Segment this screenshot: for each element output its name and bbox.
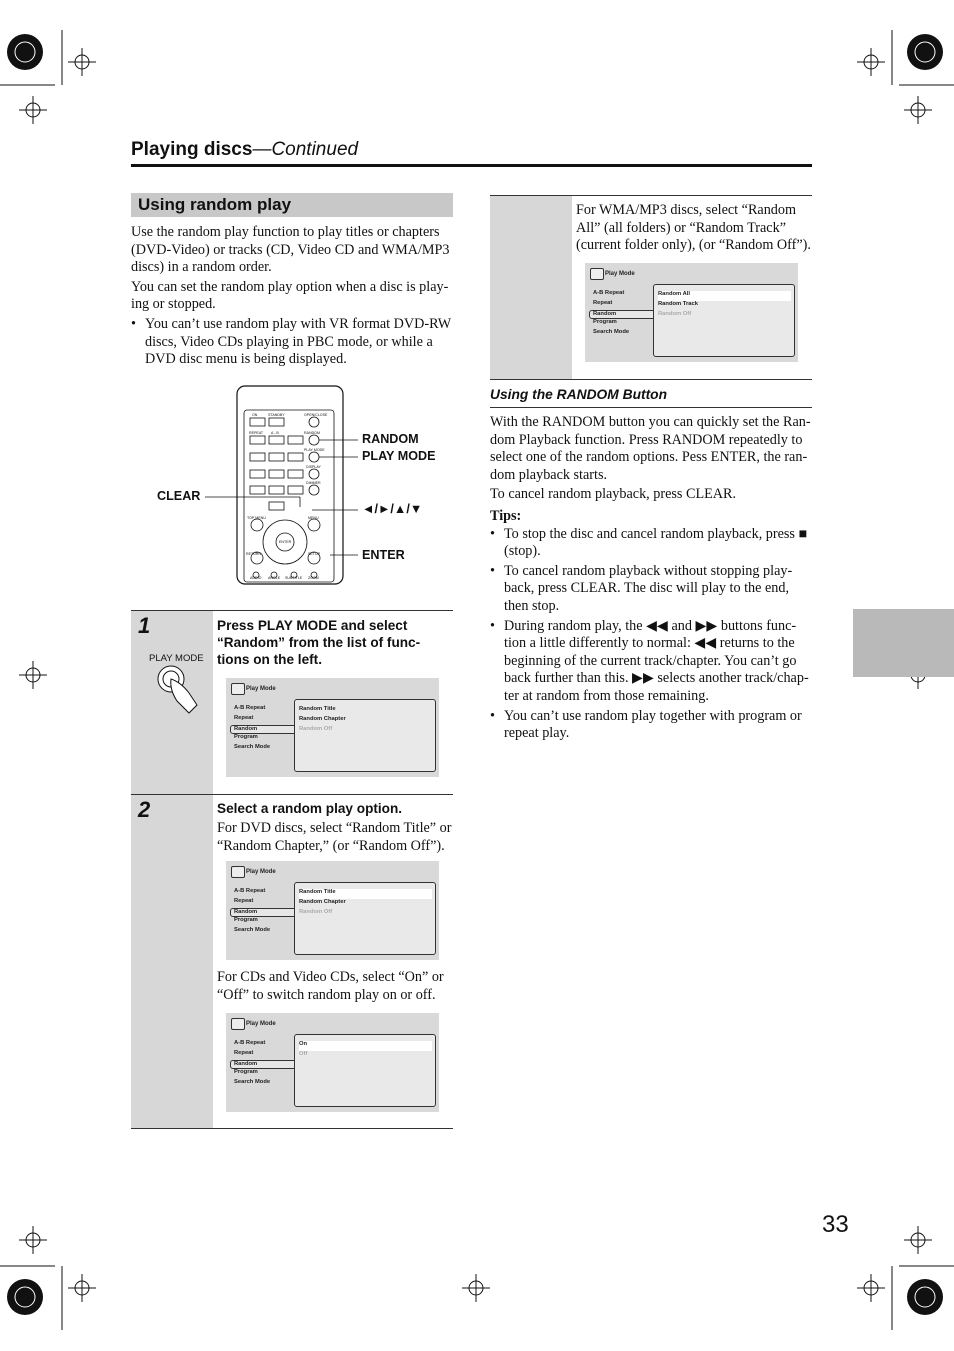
- screen-menu: [234, 1040, 298, 1089]
- menu-item: Search Mode: [234, 927, 271, 934]
- option-item: Random Chapter: [299, 898, 346, 905]
- play-mode-button-label: PLAY MODE: [149, 653, 204, 664]
- remote-tiny-label: ON: [252, 413, 258, 417]
- menu-item: Search Mode: [234, 744, 271, 751]
- screen-cd-random-options: [226, 1013, 439, 1112]
- screen-wma-random-options: [585, 263, 798, 362]
- subheading-rule: [490, 407, 812, 408]
- menu-item: Program: [234, 734, 258, 741]
- header-rule: [131, 164, 812, 167]
- menu-item: Search Mode: [234, 1079, 271, 1086]
- menu-item: Repeat: [234, 897, 254, 904]
- menu-item-selected: Random: [589, 310, 657, 320]
- menu-item-selected: Random: [230, 908, 298, 918]
- intro-bullet: • You can’t use random play with VR format DVD-RW discs, Video CDs playing in PBC mode, or while a DVD disc menu is being displayed.: [131, 316, 453, 369]
- callout-random: RANDOM: [362, 432, 419, 446]
- menu-item: Repeat: [234, 1049, 254, 1056]
- remote-tiny-label: SUBTITLE: [285, 576, 303, 580]
- screen-title: Play Mode: [246, 686, 276, 692]
- remote-tiny-label: MENU: [308, 516, 319, 520]
- option-item: Random Off: [299, 908, 333, 915]
- body-paragraph: With the RANDOM button you can quickly set the Ran-dom Playback function. Press RANDOM repeatedly to select one of the random options. Pess ENTER, the ran-dom playback starts.: [490, 414, 811, 483]
- tip-item: • During random play, the ◀◀ and ▶▶ buttons func-tion a little differently to normal: ◀◀ returns to the beginning of the current track/chapter. You can’t go back further than this. ▶▶ selects another track/chap-ter at random from those remaining.: [490, 618, 814, 706]
- step-1-box: [131, 610, 453, 794]
- remote-tiny-label: DISPLAY: [306, 465, 321, 469]
- option-item-highlighted: On: [299, 1041, 432, 1051]
- step-number: 1: [138, 613, 151, 638]
- random-button-subheading: Using the RANDOM Button: [490, 387, 668, 402]
- remote-tiny-label: SETUP: [308, 552, 320, 556]
- screen-title: Play Mode: [246, 869, 276, 875]
- callout-arrows: ◄/►/▲/▼: [362, 502, 423, 516]
- option-item: Random Off: [299, 725, 333, 732]
- step-2-cd-text: For CDs and Video CDs, select “On” or “Off” to switch random play on or off.: [217, 969, 444, 1003]
- screen-menu: [234, 705, 298, 754]
- chapter-tab: [853, 609, 954, 677]
- wma-text: For WMA/MP3 discs, select “Random All” (all folders) or “Random Track” (current folder only), (or “Random Off”).: [576, 202, 811, 254]
- menu-item: Search Mode: [593, 329, 630, 336]
- wma-step-sidebar: [490, 196, 572, 379]
- screen-menu: [234, 888, 298, 937]
- step-2-heading: Select a random play option.: [217, 801, 403, 816]
- step-2-sidebar: [131, 795, 213, 1128]
- remote-tiny-label: ENTER: [279, 540, 292, 544]
- menu-item: Program: [234, 1069, 258, 1076]
- random-button-text: [490, 414, 814, 743]
- menu-item: A-B Repeat: [234, 705, 266, 711]
- option-item: Random Track: [658, 300, 698, 307]
- body-paragraph: To cancel random playback, press CLEAR.: [490, 486, 737, 503]
- step-number: 2: [138, 797, 151, 822]
- play-mode-icon: [590, 268, 604, 280]
- menu-item: A-B Repeat: [234, 888, 266, 894]
- remote-tiny-label: A - B: [271, 431, 279, 435]
- options-panel: [294, 882, 436, 955]
- callout-clear: CLEAR: [157, 489, 201, 503]
- intro-paragraph: You can set the random play option when a disc is play-ing or stopped.: [131, 278, 449, 313]
- option-item: Off: [299, 1050, 308, 1057]
- play-mode-button-icon: [153, 665, 203, 717]
- screen-play-mode-random: [226, 678, 439, 777]
- menu-item: Program: [234, 917, 258, 924]
- tip-item: • You can’t use random play together with program or repeat play.: [490, 708, 814, 743]
- remote-tiny-label: OPEN/CLOSE: [304, 413, 328, 417]
- options-panel: [294, 699, 436, 772]
- menu-item: Program: [593, 319, 617, 326]
- step-1-heading: Press PLAY MODE and select “Random” from the list of func-tions on the left.: [217, 618, 421, 667]
- remote-tiny-label: REPEAT: [249, 431, 264, 435]
- play-mode-icon: [231, 866, 245, 878]
- option-item: Random Title: [299, 706, 336, 712]
- remote-tiny-label: TOP MENU: [247, 516, 266, 520]
- screen-dvd-random-options: [226, 861, 439, 960]
- option-item: Random Off: [658, 310, 692, 317]
- intro-paragraph: Use the random play function to play titles or chapters (DVD-Video) or tracks (CD, Video CD and WMA/MP3 discs) in a random order.: [131, 224, 450, 276]
- tip-item: • To stop the disc and cancel random playback, press ■ (stop).: [490, 526, 814, 561]
- section-heading: Using random play: [131, 193, 453, 217]
- options-panel: [294, 1034, 436, 1107]
- remote-tiny-label: ZOOM: [308, 576, 319, 580]
- remote-tiny-label: DIMMER: [306, 481, 321, 485]
- remote-tiny-label: PLAY MODE: [304, 448, 325, 452]
- callout-play-mode: PLAY MODE: [362, 449, 436, 463]
- callout-enter: ENTER: [362, 548, 405, 562]
- page-header-title: Playing discs—Continued: [131, 139, 359, 160]
- tips-label: Tips:: [490, 507, 522, 524]
- intro-text: [131, 224, 453, 369]
- remote-tiny-label: STANDBY: [268, 413, 285, 417]
- menu-item: Repeat: [593, 299, 613, 306]
- step-2-dvd-text: For DVD discs, select “Random Title” or “Random Chapter,” (or “Random Off”).: [217, 820, 452, 854]
- screen-title: Play Mode: [605, 271, 635, 277]
- option-item: Random Chapter: [299, 715, 346, 722]
- tip-item: • To cancel random playback without stopping play-back, press CLEAR. The disc will play to the end, then stop.: [490, 563, 814, 616]
- wma-step-box: [490, 195, 812, 380]
- menu-item: A-B Repeat: [593, 290, 625, 296]
- option-item-highlighted: Random Title: [299, 889, 432, 899]
- page-number: 33: [822, 1211, 849, 1238]
- play-mode-icon: [231, 1018, 245, 1030]
- remote-tiny-label: ANGLE: [268, 576, 281, 580]
- step-2-box: [131, 794, 453, 1129]
- screen-menu: [593, 290, 657, 339]
- remote-tiny-label: RANDOM: [304, 431, 320, 435]
- option-item-highlighted: Random All: [658, 291, 791, 301]
- options-panel: [653, 284, 795, 357]
- menu-item-selected: Random: [230, 725, 298, 735]
- menu-item: Repeat: [234, 714, 254, 721]
- remote-tiny-label: RETURN: [246, 552, 261, 556]
- menu-item-selected: Random: [230, 1060, 298, 1070]
- screen-title: Play Mode: [246, 1021, 276, 1027]
- remote-tiny-label: AUDIO: [250, 576, 262, 580]
- menu-item: A-B Repeat: [234, 1040, 266, 1046]
- callout-lines: [200, 430, 360, 565]
- play-mode-icon: [231, 683, 245, 695]
